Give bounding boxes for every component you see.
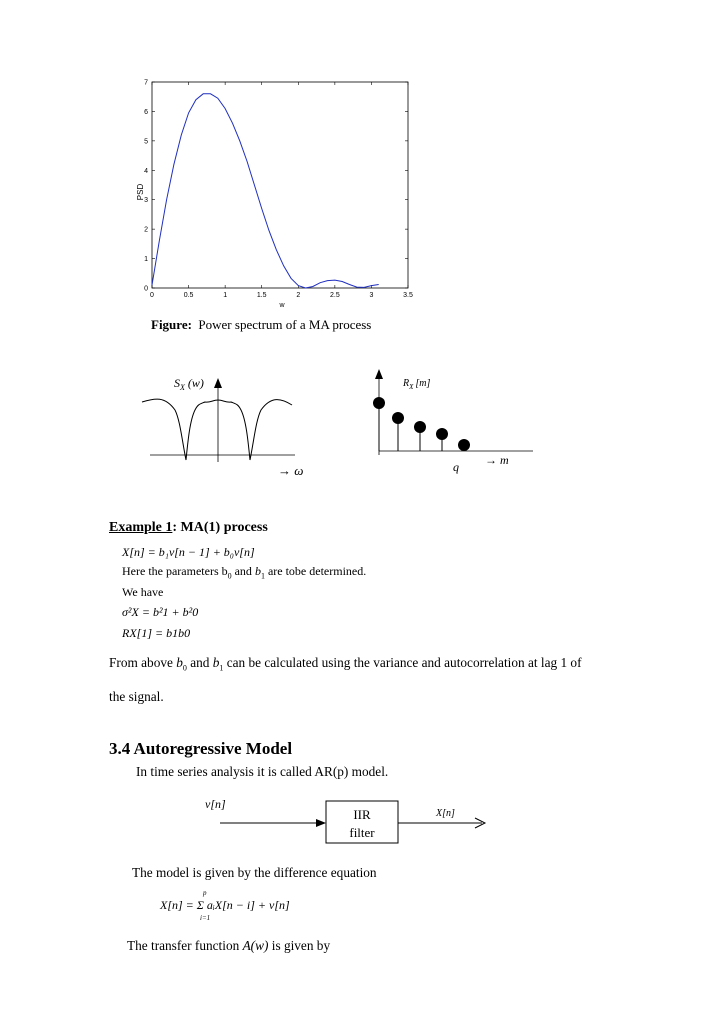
x-tick-label: 0 xyxy=(150,292,154,299)
psd-sketch xyxy=(110,370,320,490)
model-text: The model is given by the difference equation xyxy=(132,865,377,880)
psd-chart xyxy=(100,62,440,316)
x-tick-label: 3 xyxy=(369,292,374,299)
omega-label: → ω xyxy=(278,463,304,478)
transfer-text-end: is given by xyxy=(268,938,331,953)
sketch-spectrum-curve xyxy=(142,399,292,460)
parameters-text: Here the parameters b xyxy=(122,564,228,578)
y-tick-label: 3 xyxy=(144,197,148,205)
x-tick-label: 2 xyxy=(296,292,301,299)
x-tick-label: 1.5 xyxy=(256,292,267,299)
example-heading-link: Example 1 xyxy=(109,520,173,535)
parameters-and: and xyxy=(231,564,255,578)
stem-dot-1 xyxy=(392,412,404,424)
chart-frame xyxy=(100,62,438,314)
autocorr-sketch xyxy=(365,365,535,480)
y-tick-label: 6 xyxy=(144,108,148,116)
y-tick-label: 1 xyxy=(144,256,148,264)
section-intro: In time series analysis it is called AR(p) model. xyxy=(136,764,389,779)
rx-y-arrow xyxy=(375,369,383,379)
rx-label: $R_X$ [m] xyxy=(403,378,431,391)
iir-box-label-1: IIR xyxy=(353,807,371,822)
paragraph-and: and xyxy=(186,655,213,670)
sum-lower-limit: i=1 xyxy=(200,914,211,922)
x-tick-label: 3.5 xyxy=(403,292,413,299)
section-title: 3.4 Autoregressive Model xyxy=(109,739,293,758)
figure-caption-text: Power spectrum of a MA process xyxy=(198,317,372,332)
parameters-b0-sub: 0 xyxy=(227,571,232,581)
x-axis-label: w xyxy=(279,302,285,309)
y-tick-label: 5 xyxy=(144,138,148,146)
transfer-line xyxy=(127,938,330,954)
sum-upper-limit: p xyxy=(203,889,207,897)
paragraph-b0: b xyxy=(176,655,183,670)
paragraph-line-1 xyxy=(109,655,582,673)
y-tick-label: 7 xyxy=(144,79,148,87)
paragraph-line-2: the signal. xyxy=(109,689,164,704)
figure-caption-label: Figure: xyxy=(151,317,192,332)
stem-dot-3 xyxy=(436,428,448,440)
m-label: → m xyxy=(485,453,509,467)
figure-caption xyxy=(151,317,371,333)
paragraph-b0-sub: 0 xyxy=(182,663,187,673)
stem-dot-0 xyxy=(373,397,385,409)
y-tick-label: 0 xyxy=(144,285,148,293)
iir-box-label-2: filter xyxy=(349,825,375,840)
sx-label: $S_X$ (w) xyxy=(174,376,204,392)
ar-equation: X[n] = Σ aᵢX[n − i] + v[n] xyxy=(160,898,290,912)
example-heading xyxy=(109,520,268,536)
block-input-label: v[n] xyxy=(205,797,226,811)
y-tick-label: 2 xyxy=(144,226,148,234)
block-output-label: X[n] xyxy=(436,808,455,819)
transfer-function-symbol: A(w) xyxy=(242,938,269,953)
y-tick-label: 4 xyxy=(144,167,148,175)
stem-dot-2 xyxy=(414,421,426,433)
transfer-text: The transfer function xyxy=(127,938,243,953)
example-heading-rest: : MA(1) process xyxy=(172,520,268,535)
x-tick-label: 1 xyxy=(223,292,228,299)
y-axis-label: PSD xyxy=(136,183,145,201)
we-have-text: We have xyxy=(122,585,164,599)
paragraph-text-end: can be calculated using the variance and autocorrelation at lag 1 of xyxy=(223,655,582,670)
variance-equation: σ²X = b²1 + b²0 xyxy=(122,605,199,619)
q-label: q xyxy=(453,460,459,474)
parameters-line xyxy=(122,564,366,580)
x-tick-label: 0.5 xyxy=(183,292,194,299)
paragraph-b1-sub: 1 xyxy=(219,663,224,673)
sketch-y-arrow xyxy=(214,378,222,388)
paragraph-text: From above xyxy=(109,655,177,670)
parameters-text-end: are tobe determined. xyxy=(264,564,367,578)
autocorr-equation: RX[1] = b1b0 xyxy=(122,626,191,640)
stem-dot-4 xyxy=(458,439,470,451)
paragraph-b1: b xyxy=(212,655,220,670)
parameters-b1-sub: 1 xyxy=(260,571,265,581)
ma1-equation: X[n] = b₁v[n − 1] + b₀v[n] xyxy=(122,545,255,559)
x-tick-label: 2.5 xyxy=(329,292,340,299)
parameters-b1: b xyxy=(254,564,261,578)
input-arrowhead xyxy=(316,819,326,827)
autocorr-stems xyxy=(373,397,470,451)
